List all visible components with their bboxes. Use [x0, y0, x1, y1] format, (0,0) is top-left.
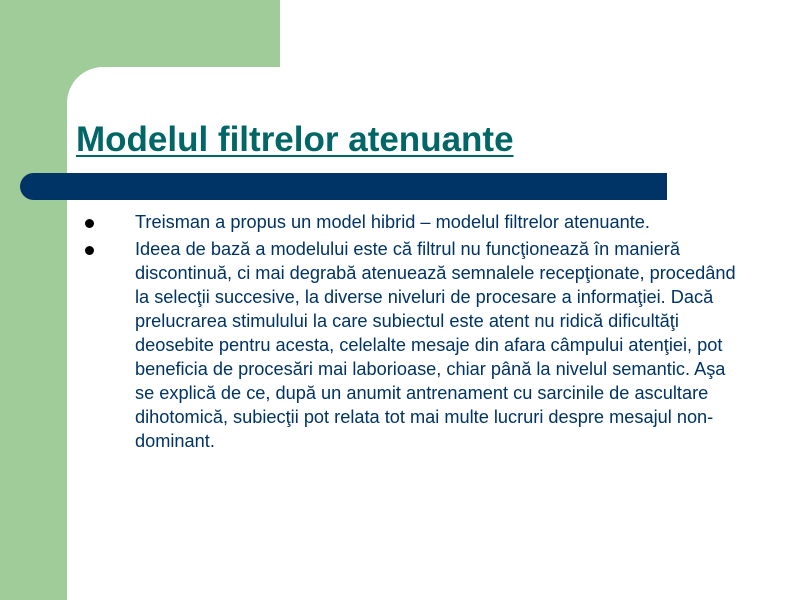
slide-title: Modelul filtrelor atenuante: [76, 120, 514, 159]
bullet-text: Ideea de bază a modelului este că filtrul nu funcţionează în manieră discontinuă, ci mai degrabă atenuează semnalele recepţionate, procedând la selecţii succesive, la diverse niveluri de procesare a informaţiei. Dacă prelucrarea stimulului la care subiectul este atent nu ridică dificultăţi deosebite pentru acesta, celelalte mesaje din afara câmpului atenţiei, pot beneficia de procesări mai laborioase, chiar până la nivelul semantic. Aşa se explică de ce, după un anumit antrenament cu sarcinile de ascultare dihotomică, subiecţii pot relata tot mai multe lucruri despre mesajul non-dominant.: [135, 239, 736, 451]
bullet-list: [80, 210, 740, 456]
bullet-text: Treisman a propus un model hibrid – modelul filtrelor atenuante.: [135, 212, 650, 232]
bullet-dot-icon: [85, 246, 94, 255]
bullet-item: [80, 210, 740, 234]
bullet-dot-icon: [85, 219, 94, 228]
bullet-item: [80, 237, 740, 453]
title-underline-bar: [20, 173, 667, 200]
